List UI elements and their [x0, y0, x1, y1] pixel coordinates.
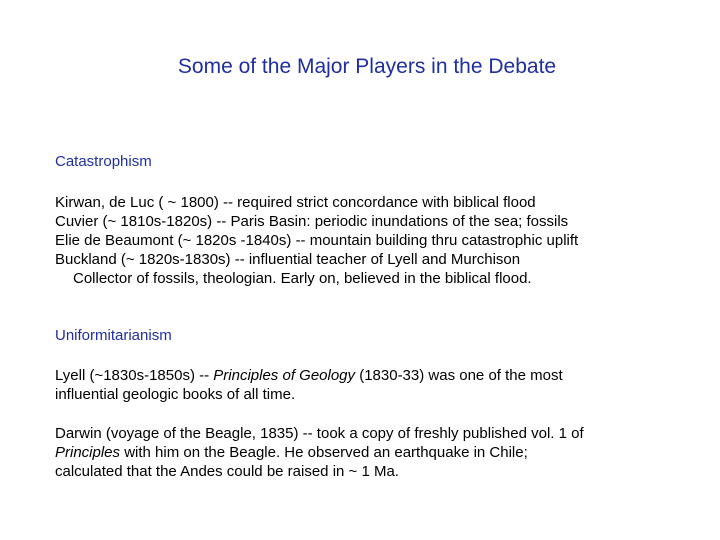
darwin-book-title: Principles — [55, 444, 121, 461]
catastrophism-line-cuvier: Cuvier (~ 1810s-1820s) -- Paris Basin: periodic inundations of the sea; fossils — [55, 213, 569, 230]
darwin-line-3: calculated that the Andes could be raised in ~ 1 Ma. — [55, 463, 399, 480]
catastrophism-heading: Catastrophism — [55, 153, 152, 170]
lyell-prefix: Lyell (~1830s-1850s) -- — [55, 367, 214, 384]
uniformitarianism-heading: Uniformitarianism — [55, 327, 172, 344]
catastrophism-line-kirwan: Kirwan, de Luc ( ~ 1800) -- required strict concordance with biblical flood — [55, 194, 536, 211]
darwin-line-2 — [55, 443, 528, 462]
lyell-line-1 — [55, 366, 563, 385]
slide-title: Some of the Major Players in the Debate — [177, 55, 557, 78]
lyell-line-2: influential geologic books of all time. — [55, 386, 296, 403]
darwin-line-1: Darwin (voyage of the Beagle, 1835) -- took a copy of freshly published vol. 1 of — [55, 425, 584, 442]
catastrophism-line-beaumont: Elie de Beaumont (~ 1820s -1840s) -- mountain building thru catastrophic uplift — [55, 232, 579, 249]
lyell-book-title: Principles of Geology — [213, 367, 356, 384]
darwin-line-2-text: with him on the Beagle. He observed an earthquake in Chile; — [120, 444, 528, 461]
catastrophism-line-buckland: Buckland (~ 1820s-1830s) -- influential teacher of Lyell and Murchison — [55, 251, 521, 268]
catastrophism-line-buckland-detail: Collector of fossils, theologian. Early on, believed in the biblical flood. — [73, 270, 532, 287]
lyell-suffix: (1830-33) was one of the most — [355, 367, 563, 384]
